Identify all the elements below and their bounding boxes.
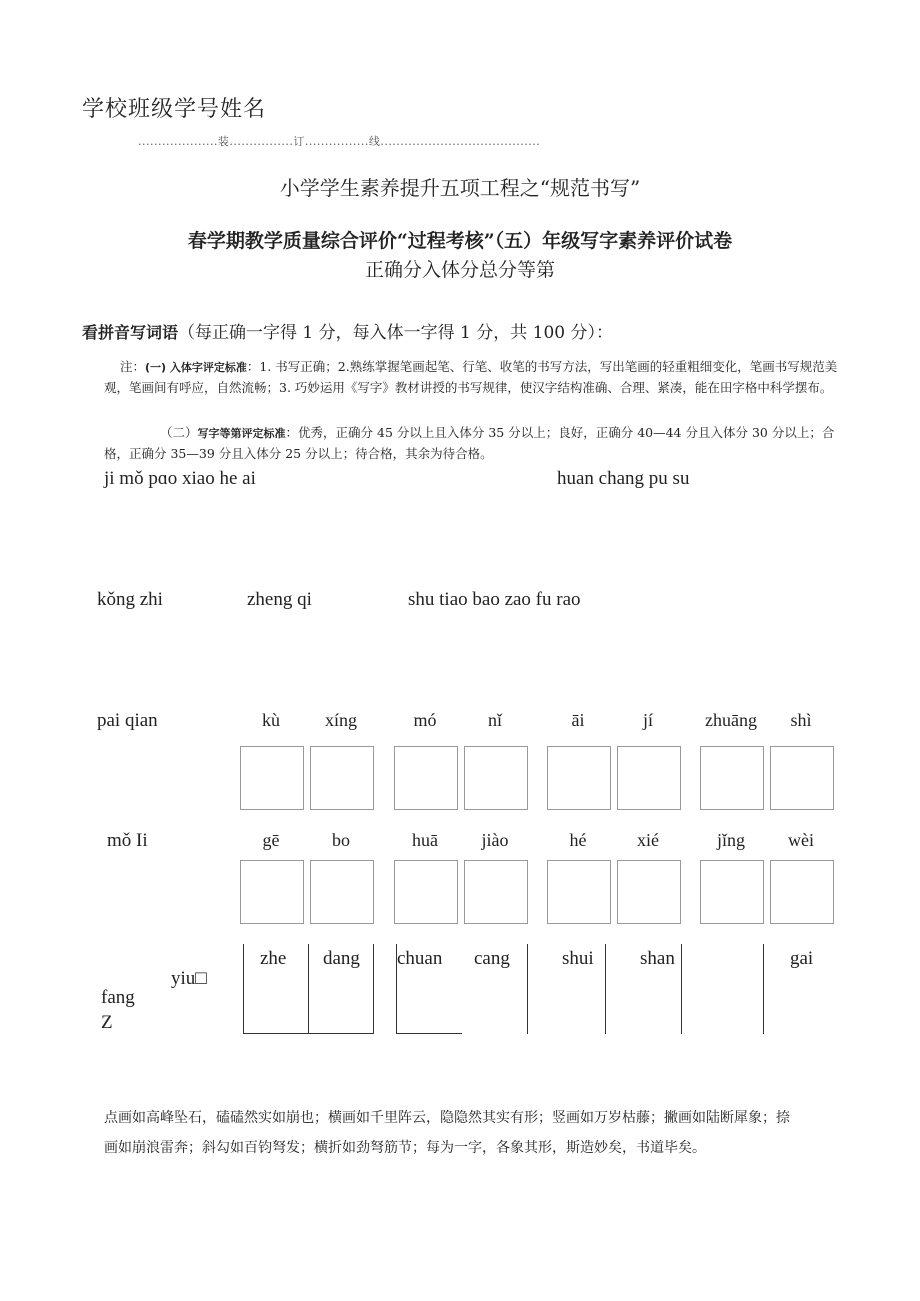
writing-box[interactable] [310, 746, 374, 810]
pinyin-cell: cang [474, 948, 510, 969]
grid-line [308, 944, 309, 1034]
writing-box[interactable] [617, 746, 681, 810]
pinyin-row5-label-z: Z [101, 1012, 113, 1033]
pinyin-cell: xié [637, 830, 659, 850]
pinyin-cell: xíng [324, 710, 357, 730]
pinyin-cell: shì [790, 710, 812, 730]
pinyin-cell: chuan [397, 948, 443, 969]
note-1-prefix: 注： [120, 359, 146, 374]
pinyin-cell: jǐng [716, 830, 745, 850]
score-line: 正确分入体分总分等第 [364, 259, 555, 281]
grid-line [605, 944, 606, 1034]
pinyin-cell: nǐ [487, 710, 502, 730]
pinyin-cell: dang [323, 948, 360, 969]
grid-line [243, 944, 244, 1034]
pinyin-cell: zhuāng [705, 710, 757, 730]
writing-box[interactable] [547, 746, 611, 810]
pinyin-row4-label: mǒ Ii [107, 830, 148, 851]
pinyin-cell: jí [642, 710, 653, 730]
pinyin-cell: jiào [481, 830, 509, 850]
note-standard-1 [104, 357, 839, 398]
note-2-prefix: （二） [160, 425, 198, 440]
writing-box[interactable] [394, 860, 458, 924]
note-standard-2 [104, 423, 839, 464]
writing-box[interactable] [394, 746, 458, 810]
pinyin-row2-group2: zheng qi [247, 589, 312, 610]
section-scoring: （每正确一字得 1 分，每入体一字得 1 分，共 100 分）： [178, 323, 614, 343]
pinyin-cell: wèi [788, 830, 814, 850]
note-2-heading: 写字等第评定标准 [197, 427, 286, 440]
writing-box[interactable] [700, 746, 764, 810]
writing-box[interactable] [464, 746, 528, 810]
pinyin-row1-group2: huan chang pu su [557, 468, 690, 489]
section-label: 看拼音写词语 [82, 323, 179, 342]
writing-box[interactable] [770, 860, 834, 924]
pinyin-cell: shan [640, 948, 675, 969]
note-1-heading: (一) 入体字评定标准 [145, 361, 247, 374]
writing-box[interactable] [617, 860, 681, 924]
pinyin-cell: bo [332, 830, 350, 850]
pinyin-row3-label: pai qian [97, 710, 158, 731]
pinyin-cell: mó [413, 710, 437, 730]
pinyin-cell: shui [562, 948, 594, 969]
section-heading [82, 318, 613, 343]
writing-box[interactable] [700, 860, 764, 924]
writing-box[interactable] [770, 746, 834, 810]
writing-box[interactable] [310, 860, 374, 924]
pinyin-cell: āi [571, 710, 585, 730]
grid-line [243, 1033, 374, 1034]
page-title: 春学期教学质量综合评价“过程考核”（五）年级写字素养评价试卷 [187, 230, 733, 252]
note-1-text: ：1. 书写正确；2.熟练掌握笔画起笔、行笔、收笔的书写方法，写出笔画的轻重粗细变化，笔画书写规范美观，笔画间有呼应，自然流畅；3. 巧妙运用《写字》教材讲授的书写规律，使汉字结构准确、合理、紧凑，能在田字格中科学摆布。 [104, 359, 838, 395]
writing-box[interactable] [547, 860, 611, 924]
pinyin-cell: gai [790, 948, 814, 969]
writing-box[interactable] [240, 746, 304, 810]
grid-line [396, 1033, 462, 1034]
grid-line [396, 944, 397, 1034]
writing-box[interactable] [464, 860, 528, 924]
writing-box[interactable] [240, 860, 304, 924]
student-info-fields: 学校班级学号姓名 [82, 97, 267, 122]
calligraphy-quote: 点画如高峰坠石，磕磕然实如崩也；横画如千里阵云，隐隐然其实有形；竖画如万岁枯藤；撇画如陆断犀象；捺画如崩浪雷奔；斜勾如百钧弩发；横折如劲弩筋节；每为一字，各象其形，斯造妙矣，书道毕矣。 [104, 1110, 790, 1156]
grid-line [681, 944, 682, 1034]
pinyin-row5-label-fang: fang [101, 987, 135, 1008]
pinyin-row2-group3: shu tiao bao zao fu rao [408, 589, 581, 610]
pinyin-row2-group1: kǒng zhi [97, 589, 163, 610]
pinyin-cell: kù [262, 710, 280, 730]
pinyin-row5-label-yi: yiu□ [171, 968, 207, 989]
grid-line [373, 944, 374, 1034]
project-subtitle: 小学学生素养提升五项工程之“规范书写” [279, 176, 641, 200]
pinyin-row1-group1: ji mǒ pɑo xiao he ai [104, 468, 256, 489]
pinyin-cell: gē [262, 830, 280, 850]
pinyin-cell: zhe [260, 948, 287, 969]
pinyin-cell: hé [569, 830, 587, 850]
binding-line: ....................装................订................线........................................ [138, 135, 541, 148]
note-2-text: ：优秀，正确分 45 分以上且入体分 35 分以上；良好，正确分 40—44 分且入体分 30 分以上；合格，正确分 35—39 分且入体分 25 分以上；待合格，其余为待合格。 [104, 425, 835, 461]
grid-line [527, 944, 528, 1034]
pinyin-cell: huā [412, 830, 438, 850]
grid-line [763, 944, 764, 1034]
